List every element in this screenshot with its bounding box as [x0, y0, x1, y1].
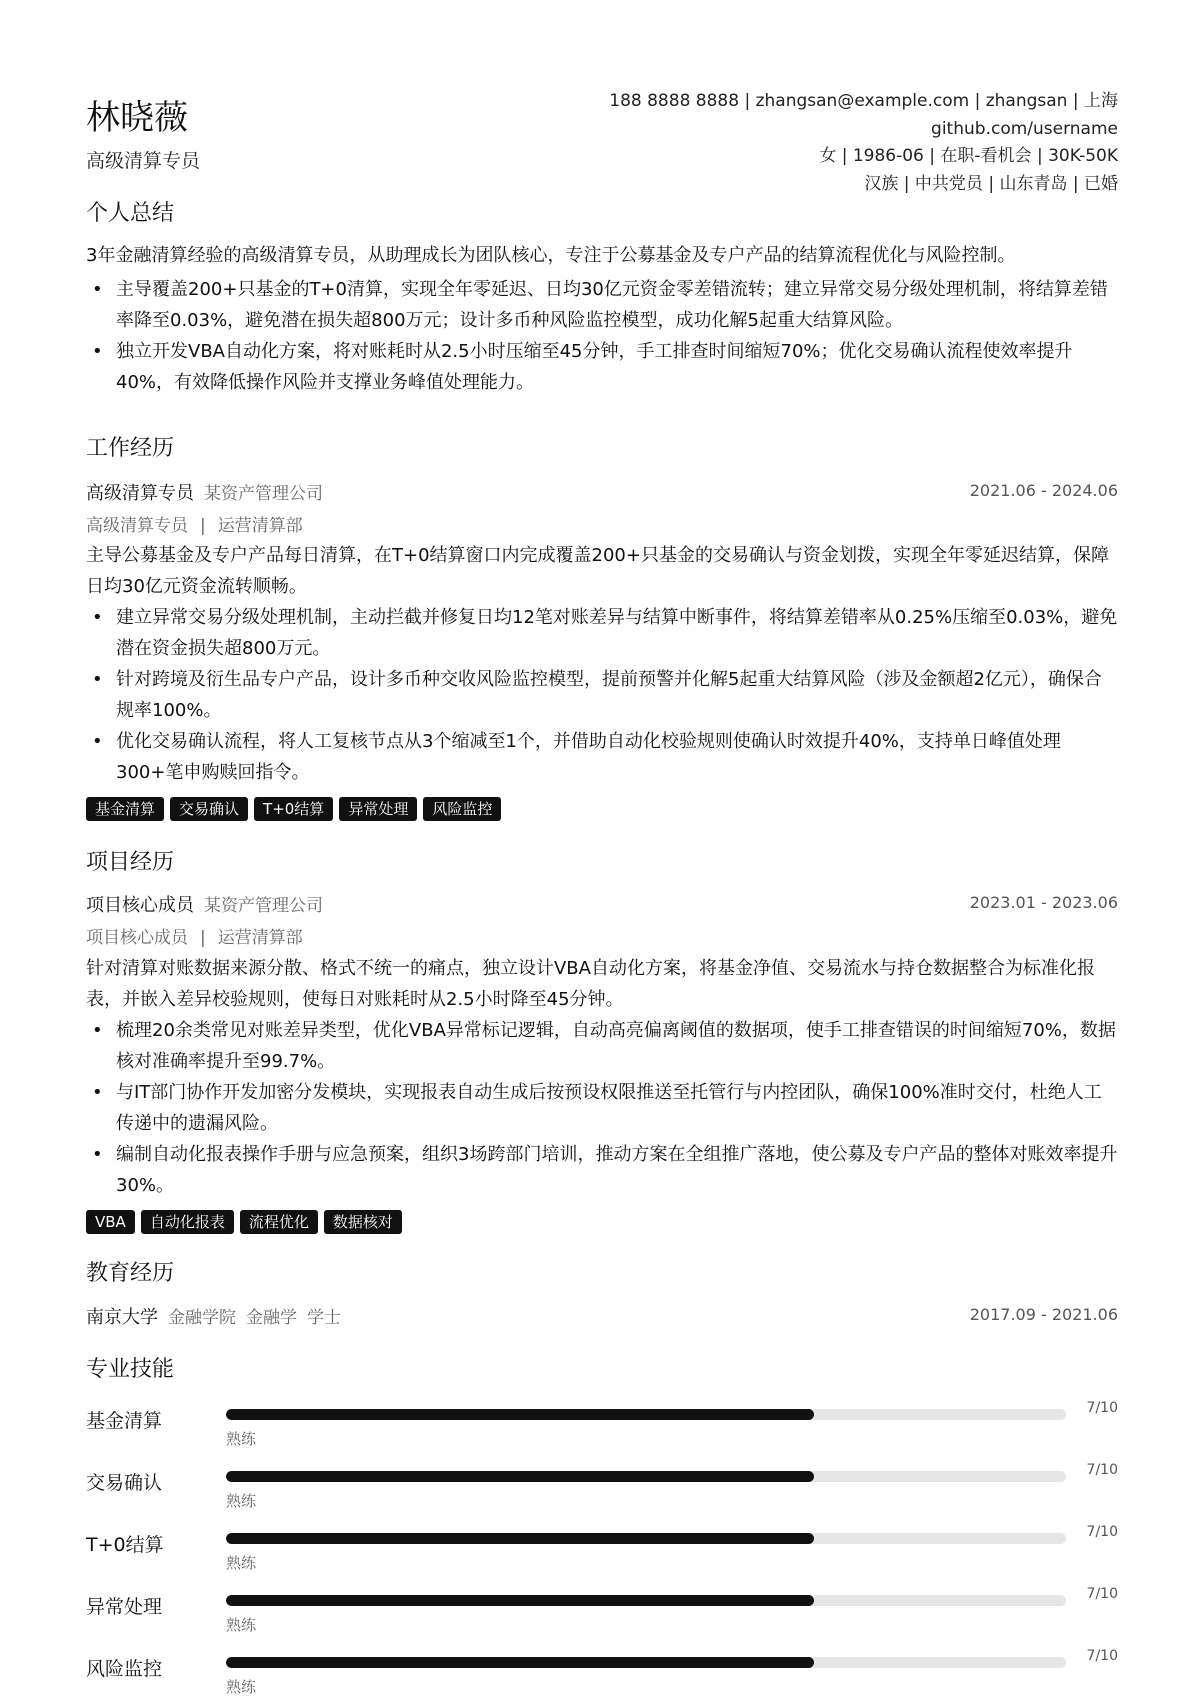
list-item: • 针对跨境及衍生品专户产品，设计多币种交收风险监控模型，提前预警并化解5起重大结算风险（涉及金额超2亿元），确保合规率100%。 [86, 664, 1118, 726]
project-company: 某资产管理公司 [204, 896, 323, 916]
skill-row [86, 1462, 1118, 1520]
skill-name: 基金清算 [86, 1410, 163, 1432]
college-name: 金融学院 [168, 1308, 236, 1328]
skill-bar-track [226, 1657, 1066, 1668]
list-item: • 与IT部门协作开发加密分发模块，实现报表自动生成后按预设权限推送至托管行与内控团队，确保100%准时交付，杜绝人工传递中的遗漏风险。 [86, 1077, 1118, 1139]
project-entry-header [86, 891, 1118, 921]
degree: 学士 [307, 1308, 341, 1328]
work-subheader [86, 511, 303, 536]
contact-line: 188 8888 8888 | zhangsan@example.com | zhangsan | 上海 [609, 91, 1118, 111]
project-tags [86, 1210, 402, 1234]
education-date: 2017.09 - 2021.06 [969, 1305, 1118, 1324]
summary-intro: 3年金融清算经验的高级清算专员，从助理成长为团队核心，专注于公募基金及专户产品的结算流程优化与风险控制。 [86, 245, 1016, 266]
contact-line: github.com/username [931, 118, 1118, 139]
list-item: • 梳理20余类常见对账差异类型，优化VBA异常标记逻辑，自动高亮偏离阈值的数据项，使手工排查错误的时间缩短70%，数据核对准确率提升至99.7%。 [86, 1015, 1118, 1077]
skill-level: 熟练 [226, 1678, 257, 1696]
skill-bar-track [226, 1595, 1066, 1606]
candidate-title: 高级清算专员 [86, 150, 201, 172]
contact-info [609, 88, 1118, 198]
school-name: 南京大学 [86, 1307, 158, 1328]
separator: | [200, 928, 206, 948]
section-title-skills: 专业技能 [86, 1357, 175, 1382]
skill-score: 7/10 [1086, 1400, 1118, 1416]
project-subheader [86, 923, 303, 948]
skill-tag: T+0结算 [254, 797, 333, 821]
skill-bar-fill [226, 1657, 814, 1668]
list-item: • 建立异常交易分级处理机制，主动拦截并修复日均12笔对账差异与结算中断事件，将结算差错率从0.25%压缩至0.03%，避免潜在资金损失超800万元。 [86, 602, 1118, 664]
skill-level: 熟练 [226, 1616, 257, 1634]
project-sub-role: 项目核心成员 [86, 928, 188, 948]
skill-tag: 流程优化 [240, 1210, 318, 1234]
skill-bar-track [226, 1533, 1066, 1544]
education-entry [86, 1303, 1118, 1333]
list-item: • 优化交易确认流程，将人工复核节点从3个缩减至1个，并借助自动化校验规则使确认时效提升40%，支持单日峰值处理300+笔申购赎回指令。 [86, 726, 1118, 788]
work-role: 高级清算专员 [86, 483, 194, 504]
skill-score: 7/10 [1086, 1648, 1118, 1664]
candidate-name: 林晓薇 [86, 98, 188, 138]
skill-name: 风险监控 [86, 1658, 163, 1680]
skill-tag: 自动化报表 [141, 1210, 234, 1234]
work-company: 某资产管理公司 [204, 484, 323, 504]
skill-tag: 风险监控 [423, 797, 501, 821]
work-sub-role: 高级清算专员 [86, 516, 188, 536]
summary-bullets [86, 274, 1118, 398]
list-item: • 独立开发VBA自动化方案，将对账耗时从2.5小时压缩至45分钟，手工排查时间缩短70%；优化交易确认流程使效率提升40%，有效降低操作风险并支撑业务峰值处理能力。 [86, 336, 1118, 398]
contact-line: 女 | 1986-06 | 在职-看机会 | 30K-50K [819, 146, 1118, 166]
skill-level: 熟练 [226, 1554, 257, 1572]
skill-level: 熟练 [226, 1492, 257, 1510]
skill-row [86, 1648, 1118, 1706]
section-title-education: 教育经历 [86, 1261, 175, 1286]
skill-name: 异常处理 [86, 1596, 163, 1618]
project-date: 2023.01 - 2023.06 [969, 893, 1118, 912]
project-bullets [86, 1015, 1118, 1201]
work-department: 运营清算部 [217, 516, 303, 536]
work-description: 主导公募基金及专户产品每日清算，在T+0结算窗口内完成覆盖200+只基金的交易确认与资金划拨，实现全年零延迟结算，保障日均30亿元资金流转顺畅。 [86, 545, 1109, 597]
project-description: 针对清算对账数据来源分散、格式不统一的痛点，独立设计VBA自动化方案，将基金净值、交易流水与持仓数据整合为标准化报表，并嵌入差异校验规则，使每日对账耗时从2.5小时降至45分钟。 [86, 958, 1095, 1010]
major-name: 金融学 [246, 1308, 297, 1328]
skill-row [86, 1400, 1118, 1458]
skill-score: 7/10 [1086, 1524, 1118, 1540]
separator: | [200, 516, 206, 536]
section-title-work: 工作经历 [86, 436, 175, 461]
skill-bar-fill [226, 1409, 814, 1420]
list-item: • 编制自动化报表操作手册与应急预案，组织3场跨部门培训，推动方案在全组推广落地，使公募及专户产品的整体对账效率提升30%。 [86, 1139, 1118, 1201]
resume-header [86, 84, 1118, 204]
project-department: 运营清算部 [217, 928, 303, 948]
skill-row [86, 1524, 1118, 1582]
work-date: 2021.06 - 2024.06 [969, 481, 1118, 500]
skill-bar-fill [226, 1533, 814, 1544]
skill-bar-fill [226, 1471, 814, 1482]
skill-bar-track [226, 1471, 1066, 1482]
list-item: • 主导覆盖200+只基金的T+0清算，实现全年零延迟、日均30亿元资金零差错流转；建立异常交易分级处理机制，将结算差错率降至0.03%，避免潜在损失超800万元；设计多币种风险监控模型，成功化解5起重大结算风险。 [86, 274, 1118, 336]
skill-level: 熟练 [226, 1430, 257, 1448]
work-bullets [86, 602, 1118, 788]
skill-tag: 异常处理 [339, 797, 417, 821]
skill-tag: 基金清算 [86, 797, 164, 821]
project-role: 项目核心成员 [86, 895, 194, 916]
skill-tag: VBA [86, 1210, 135, 1234]
skill-row [86, 1586, 1118, 1644]
work-tags [86, 797, 501, 821]
skill-tag: 交易确认 [170, 797, 248, 821]
skill-score: 7/10 [1086, 1586, 1118, 1602]
section-title-summary: 个人总结 [86, 201, 175, 226]
skill-bar-fill [226, 1595, 814, 1606]
contact-line: 汉族 | 中共党员 | 山东青岛 | 已婚 [864, 173, 1118, 194]
skill-name: 交易确认 [86, 1472, 163, 1494]
skill-tag: 数据核对 [324, 1210, 402, 1234]
skill-bar-track [226, 1409, 1066, 1420]
skill-name: T+0结算 [86, 1534, 164, 1556]
section-title-project: 项目经历 [86, 850, 175, 875]
work-entry-header [86, 479, 1118, 509]
skill-score: 7/10 [1086, 1462, 1118, 1478]
